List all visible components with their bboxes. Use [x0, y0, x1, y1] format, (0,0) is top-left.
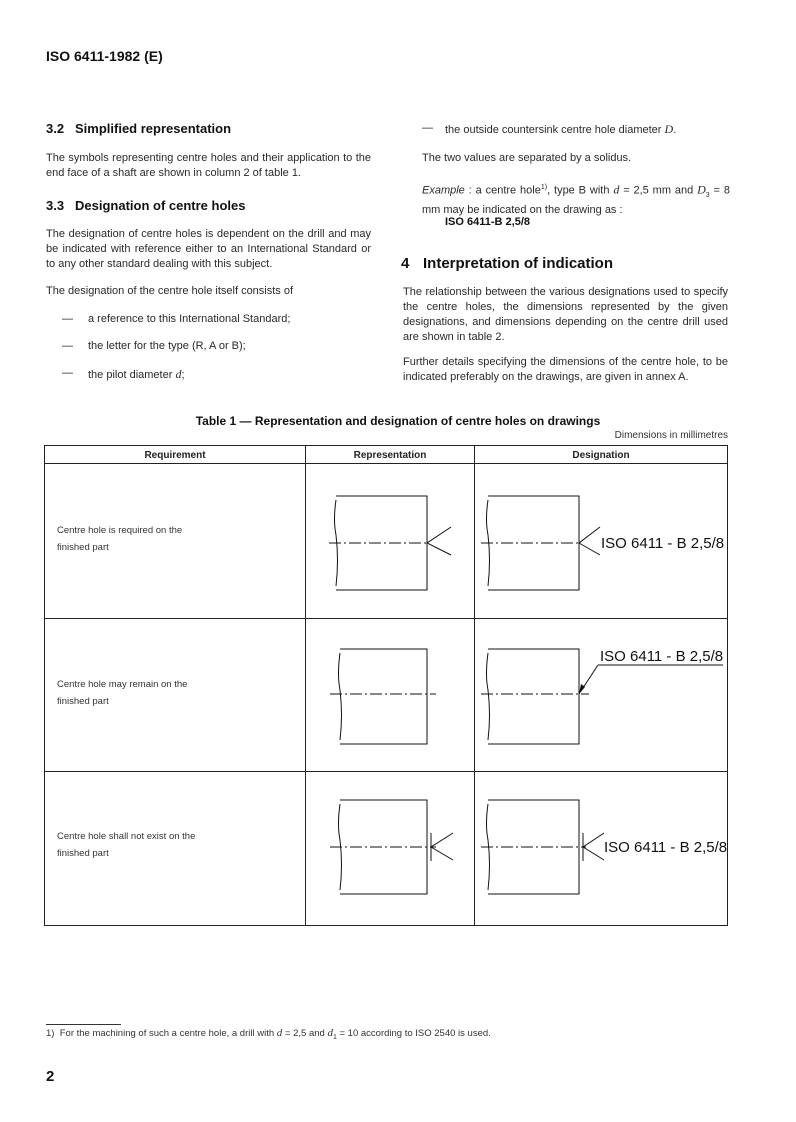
section-4-body-1: The relationship between the various designations used to specify the centre holes, the dimensions represented by the given designations, and dimensions depending on the centre drill used are shown in table 2. [403, 286, 728, 343]
requirement-text: Centre hole is required on the [57, 525, 183, 536]
designation-leader-symbol [481, 800, 604, 894]
section-title: Simplified representation [75, 121, 232, 136]
table-title: Table 1 — Representation and designation of centre holes on drawings [195, 414, 601, 428]
section-title: Designation of centre holes [75, 198, 246, 213]
centre-hole-shall-not-exist-symbol [330, 800, 453, 894]
example-designation: ISO 6411-B 2,5/8 [445, 216, 530, 228]
list-item-text: the pilot diameter d; [88, 367, 185, 381]
section-4-body-2: Further details specifying the dimensions of the centre hole, to be indicated preferably on the drawings, are given in annex A. [403, 356, 728, 383]
variable-d: d [175, 367, 182, 381]
example-text: Example : a centre hole$^{1)}$, type B with d = 2,5 mm and $D_3 = 8$ mm may be indicated on the drawing as : [422, 182, 730, 216]
column-header-designation: Designation [572, 450, 630, 461]
footnote: 1) For the machining of such a centre hole, a drill with d = 2,5 and $d_1 = 10$ according to ISO 2540 is used. [46, 1027, 491, 1041]
section-3-3-body-2: The designation of the centre hole itself consists of [46, 285, 294, 297]
designation-text: ISO 6411 - B 2,5/8 [601, 535, 725, 552]
requirement-text: finished part [57, 848, 109, 859]
list-item-text: a reference to this International Standard; [88, 313, 291, 325]
column-header-requirement: Requirement [144, 450, 206, 461]
section-number: 3.3 [46, 198, 65, 213]
dash: — [422, 122, 433, 134]
footnote-mark: 1) [46, 1028, 55, 1039]
dash: — [62, 313, 73, 325]
designation-leader-symbol [481, 496, 600, 590]
document-id: ISO 6411-1982 (E) [46, 48, 163, 64]
dimensions-note: Dimensions in millimetres [614, 430, 728, 441]
section-number: 4 [401, 255, 410, 272]
page-number: 2 [46, 1068, 55, 1085]
column-header-representation: Representation [353, 450, 427, 461]
section-3-3-body-1: The designation of centre holes is dependent on the drill and may be indicated with reference either to an International Standard or to any other standard dealing with this subject. [46, 228, 371, 270]
footnote-ref[interactable]: 1) [540, 184, 548, 191]
designation-text: ISO 6411 - B 2,5/8 [600, 648, 724, 665]
section-number: 3.2 [46, 121, 65, 136]
designation-text: ISO 6411 - B 2,5/8 [604, 839, 728, 856]
requirement-text: Centre hole shall not exist on the [57, 831, 196, 842]
separator-note: The two values are separated by a solidus. [422, 152, 632, 164]
requirement-text: Centre hole may remain on the [57, 679, 188, 690]
centre-hole-required-symbol [329, 496, 451, 590]
list-item-text: the letter for the type (R, A or B); [88, 340, 246, 352]
variable-D: D [664, 122, 674, 136]
dash: — [62, 367, 73, 379]
requirement-text: finished part [57, 542, 109, 553]
dash: — [62, 340, 73, 352]
list-item-text: the outside countersink centre hole diameter D. [445, 122, 677, 136]
centre-hole-may-remain-symbol [330, 649, 436, 744]
section-title: Interpretation of indication [423, 255, 613, 272]
requirement-text: finished part [57, 696, 109, 707]
example-label: Example [422, 184, 465, 197]
section-3-2-body: The symbols representing centre holes and their application to the end face of a shaft are shown in column 2 of table 1. [46, 152, 371, 179]
